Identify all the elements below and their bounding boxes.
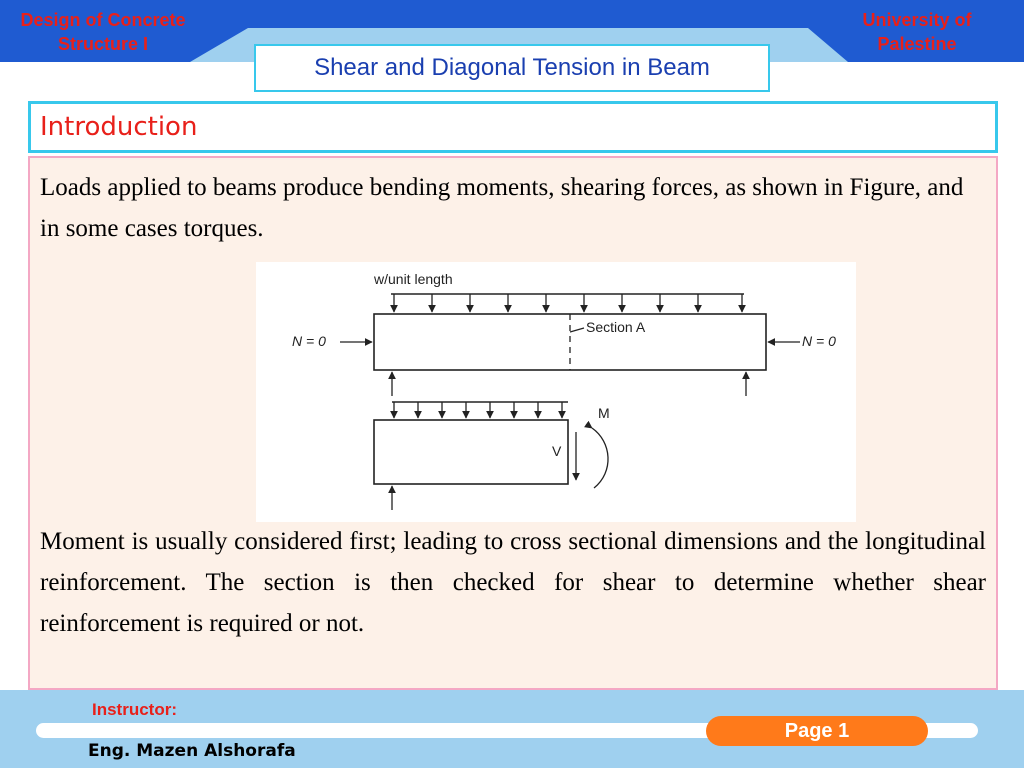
left-axial-label: N = 0 [292, 333, 326, 349]
section-label: Section A [586, 319, 646, 335]
course-title-line1: Design of Concrete [20, 10, 186, 30]
right-axial-label: N = 0 [802, 333, 836, 349]
university-name [826, 8, 1008, 56]
instructor-name: Eng. Mazen Alshorafa [88, 741, 296, 761]
university-name-line2: Palestine [877, 34, 957, 54]
course-title [0, 8, 206, 56]
page-number-badge: Page 1 [706, 716, 928, 746]
section-heading: Introduction [28, 101, 998, 153]
load-label: w/unit length [374, 271, 453, 287]
instructor-label: Instructor: [92, 700, 177, 719]
design-paragraph: Moment is usually considered first; leading to cross sectional dimensions and the longitudinal reinforcement. The section is then checked for shear to determine whether shear reinforcement is required or not. [40, 528, 986, 637]
moment-arc [592, 428, 608, 488]
slide-title: Shear and Diagonal Tension in Beam [254, 44, 770, 92]
course-title-line2: Structure I [57, 34, 149, 54]
load-arrows [394, 294, 742, 312]
content-panel [28, 156, 998, 690]
intro-paragraph: Loads applied to beams produce bending moments, shearing forces, as shown in Figure, and in some cases torques. [40, 174, 964, 242]
university-name-line1: University of [862, 10, 972, 30]
moment-label: M [598, 405, 610, 421]
shear-label: V [552, 443, 562, 459]
beam-load-diagram [256, 262, 856, 522]
free-body-segment [374, 420, 568, 484]
